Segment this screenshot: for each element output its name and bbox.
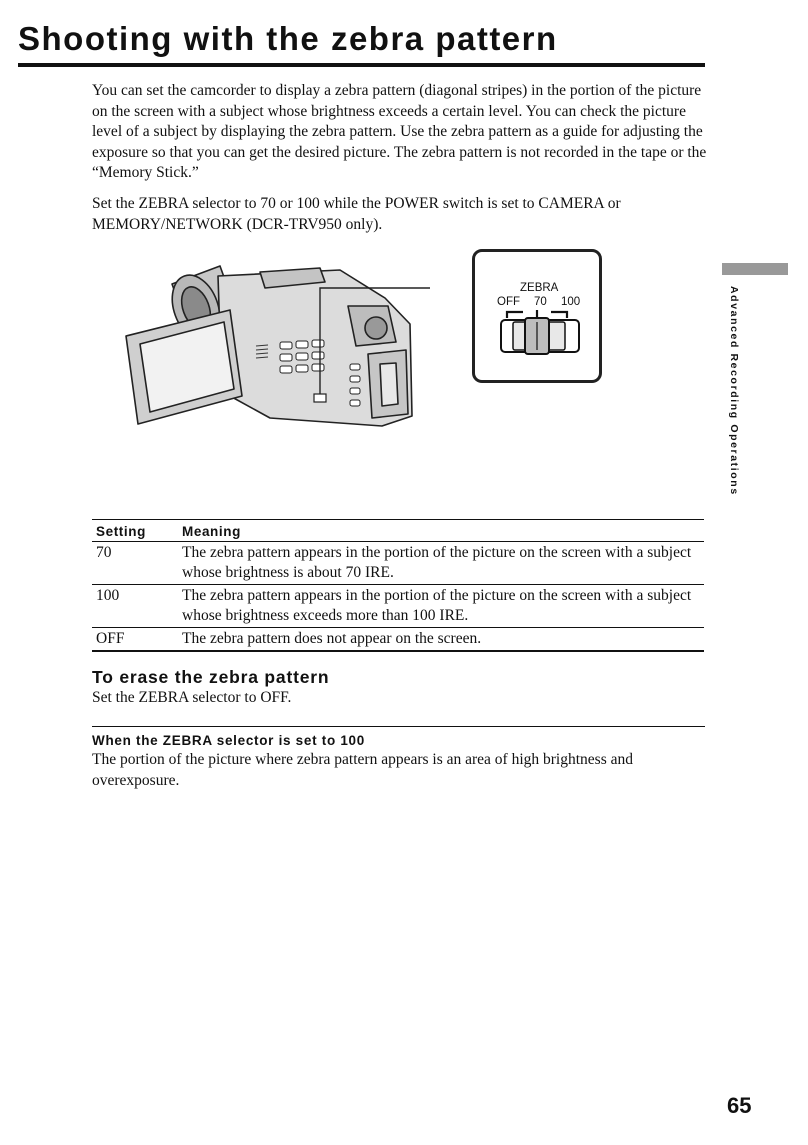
erase-heading: To erase the zebra pattern bbox=[92, 667, 330, 687]
table-header-row bbox=[92, 520, 704, 542]
meaning-cell: The zebra pattern appears in the portion of the picture on the screen with a subject whose brightness exceeds more than 100 IRE. bbox=[178, 585, 704, 628]
table-row bbox=[92, 628, 704, 652]
zebra-position-70: 70 bbox=[534, 296, 547, 308]
note-rule bbox=[92, 726, 705, 727]
header-setting: Setting bbox=[92, 520, 178, 542]
zebra-position-off: OFF bbox=[497, 296, 520, 308]
header-meaning: Meaning bbox=[178, 520, 704, 542]
zebra-label: ZEBRA bbox=[520, 282, 559, 294]
erase-body: Set the ZEBRA selector to OFF. bbox=[92, 689, 292, 706]
note-body: The portion of the picture where zebra pattern appears is an area of high brightness and overexposure. bbox=[92, 751, 633, 789]
intro-paragraph: You can set the camcorder to display a zebra pattern (diagonal stripes) in the portion of the picture on the screen with a subject whose brightness exceeds a certain level. You can check the picture level of a subject by displaying the zebra pattern. Use the zebra pattern as a guide for adjusting the exposure so that you can get the desired picture. The zebra pattern is not recorded in the tape or the “Memory Stick.” bbox=[92, 82, 707, 181]
section-tab-bar bbox=[722, 263, 788, 275]
meaning-cell: The zebra pattern appears in the portion of the picture on the screen with a subject whose brightness is about 70 IRE. bbox=[178, 542, 704, 585]
note-heading: When the ZEBRA selector is set to 100 bbox=[92, 733, 365, 748]
table-row bbox=[92, 585, 704, 628]
camcorder-illustration bbox=[120, 246, 430, 441]
setting-cell: 70 bbox=[92, 542, 178, 585]
page-title: Shooting with the zebra pattern bbox=[18, 20, 558, 57]
title-rule bbox=[18, 63, 705, 67]
zebra-selector-callout bbox=[472, 249, 602, 383]
section-label: Advanced Recording Operations bbox=[728, 286, 740, 496]
page-number: 65 bbox=[727, 1093, 752, 1118]
instruction-paragraph: Set the ZEBRA selector to 70 or 100 while the POWER switch is set to CAMERA or MEMORY/NETWORK (DCR-TRV950 only). bbox=[92, 195, 621, 233]
meaning-cell: The zebra pattern does not appear on the screen. bbox=[178, 628, 704, 652]
zebra-position-100: 100 bbox=[561, 296, 581, 308]
settings-table bbox=[92, 519, 704, 652]
setting-cell: 100 bbox=[92, 585, 178, 628]
setting-cell: OFF bbox=[92, 628, 178, 652]
zebra-switch-graphic bbox=[475, 252, 599, 380]
table-row bbox=[92, 542, 704, 585]
